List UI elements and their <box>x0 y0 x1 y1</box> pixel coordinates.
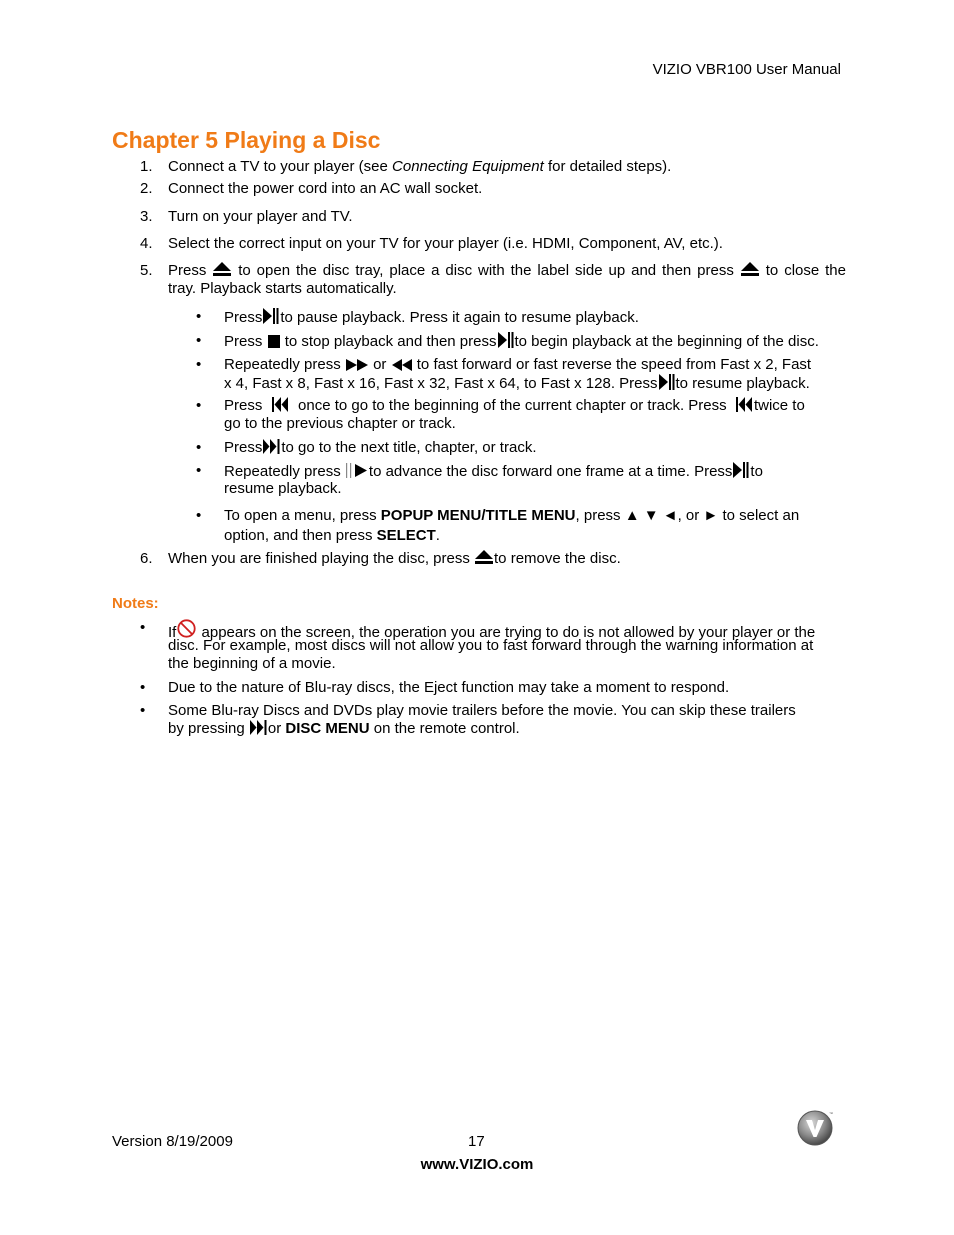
version-label: Version 8/19/2009 <box>112 1133 233 1150</box>
page-number: 17 <box>468 1133 485 1150</box>
bullet-text: go to the previous chapter or track. <box>224 415 456 432</box>
play-pause-icon <box>263 308 279 324</box>
website-url: www.VIZIO.com <box>420 1156 534 1173</box>
note-text: Due to the nature of Blu-ray discs, the Eject function may take a moment to respond. <box>168 679 730 696</box>
bullet-text: Repeatedly press or to fast forward or fast reverse the speed from Fast x 2, Fast <box>224 356 812 373</box>
bullet: • <box>196 397 202 414</box>
eject-icon <box>213 262 231 277</box>
bullet: • <box>196 356 202 373</box>
bullet-text: To open a menu, press POPUP MENU/TITLE MENU, press ▲ ▼ ◄, or ► to select an <box>224 507 800 524</box>
skip-forward-icon <box>263 439 280 454</box>
vizio-logo <box>797 1110 833 1146</box>
bullet: • <box>196 507 202 524</box>
bullet-text: Press to stop playback and then press to begin playback at the beginning of the disc. <box>224 333 819 350</box>
rewind-icon <box>392 359 412 371</box>
bullet: • <box>196 462 202 479</box>
bullet: • <box>140 619 146 636</box>
step-text: Connect a TV to your player (see Connecting Equipment for detailed steps). <box>168 158 672 175</box>
step-number: 4. <box>140 235 153 252</box>
step-text: tray. Playback starts automatically. <box>168 280 397 297</box>
bullet-text: Press to go to the next title, chapter, or track. <box>224 439 537 456</box>
bullet-text: Press once to go to the beginning of the current chapter or track. Press twice to <box>224 397 805 414</box>
step-text: Turn on your player and TV. <box>168 208 353 225</box>
svg-text:™: ™ <box>829 1111 833 1116</box>
step-number: 1. <box>140 158 153 175</box>
step-number: 3. <box>140 208 153 225</box>
play-pause-icon <box>498 332 514 348</box>
arrow-keys: ▲ ▼ ◄ <box>624 507 678 524</box>
step-number: 5. <box>140 262 153 279</box>
bullet-text: option, and then press SELECT. <box>224 527 440 544</box>
step-number: 2. <box>140 180 153 197</box>
bullet-text: Press to pause playback. Press it again to resume playback. <box>224 309 639 326</box>
bullet-text: resume playback. <box>224 480 342 497</box>
stop-icon <box>268 335 280 348</box>
skip-back-icon <box>272 397 289 412</box>
play-pause-icon <box>659 374 675 390</box>
frame-advance-icon <box>346 463 368 478</box>
manual-title: VIZIO VBR100 User Manual <box>652 61 841 78</box>
notes-label: Notes: <box>112 595 159 612</box>
bullet: • <box>196 332 202 349</box>
bullet: • <box>140 679 146 696</box>
bullet-text: x 4, Fast x 8, Fast x 16, Fast x 32, Fast x 64, to Fast x 128. Press to resume playback. <box>224 375 810 392</box>
step-text: When you are finished playing the disc, press to remove the disc. <box>168 550 621 567</box>
step-text: Press to open the disc tray, place a disc with the label side up and then press to close the <box>168 262 846 279</box>
bullet: • <box>196 439 202 456</box>
prohibited-icon <box>177 619 196 638</box>
fast-forward-icon <box>346 359 368 371</box>
step-text: Select the correct input on your TV for your player (i.e. HDMI, Component, AV, etc.). <box>168 235 723 252</box>
right-arrow: ► <box>703 507 719 524</box>
skip-forward-icon <box>250 720 267 735</box>
skip-back-icon <box>736 397 753 412</box>
note-text: disc. For example, most discs will not allow you to fast forward through the warning information at <box>168 637 814 654</box>
eject-icon <box>475 550 493 565</box>
note-text: by pressing or DISC MENU on the remote control. <box>168 720 520 737</box>
eject-icon <box>741 262 759 277</box>
bullet-text: Repeatedly press to advance the disc forward one frame at a time. Press to <box>224 463 763 480</box>
note-text: Some Blu-ray Discs and DVDs play movie trailers before the movie. You can skip these trailers <box>168 702 796 719</box>
step-number: 6. <box>140 550 153 567</box>
chapter-title: Chapter 5 Playing a Disc <box>112 127 381 153</box>
bullet: • <box>196 308 202 325</box>
note-text: If appears on the screen, the operation you are trying to do is not allowed by your player or the <box>168 619 846 642</box>
step-text: Connect the power cord into an AC wall socket. <box>168 180 483 197</box>
bullet: • <box>140 702 146 719</box>
note-text: the beginning of a movie. <box>168 655 336 672</box>
play-pause-icon <box>733 462 749 478</box>
